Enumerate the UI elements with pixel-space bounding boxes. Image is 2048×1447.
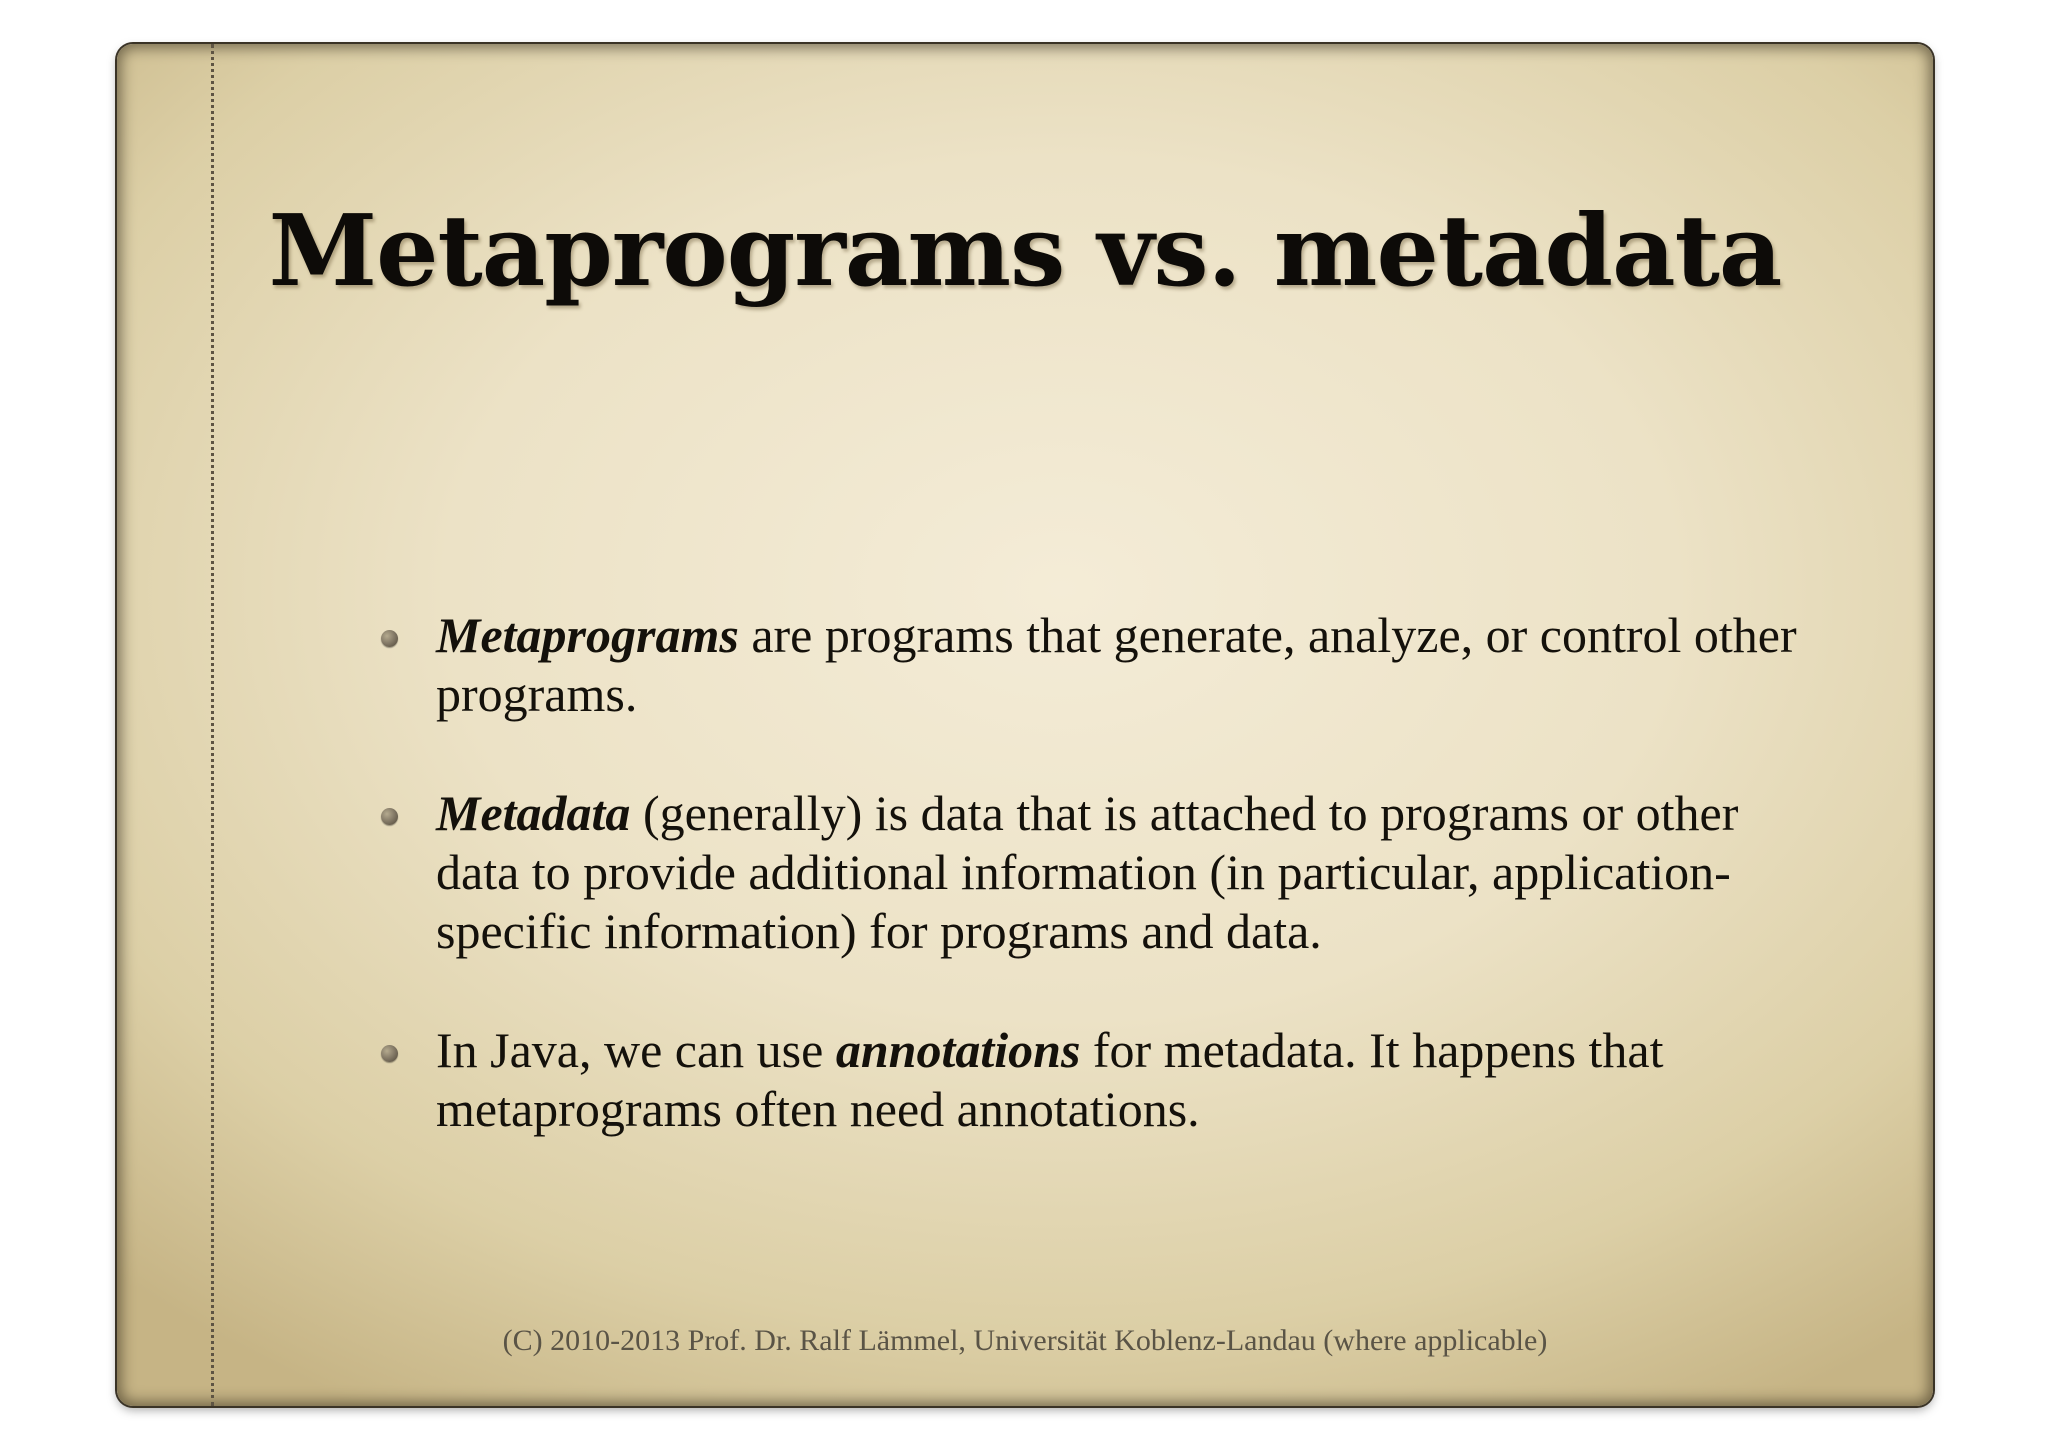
slide-footer: (C) 2010-2013 Prof. Dr. Ralf Lämmel, Universität Koblenz-Landau (where applicable) — [502, 1324, 1548, 1357]
bullet-item-metadata — [380, 784, 1820, 961]
slide — [117, 44, 1933, 1406]
bullet-text-post: for metadata. It happens that metaprograms often need annotations. — [436, 1022, 1664, 1137]
bullet-dot-icon — [381, 808, 398, 825]
bullet-emphasis: Metadata — [436, 785, 631, 841]
bullet-dot-icon — [381, 630, 398, 647]
bullet-item-annotations — [380, 1021, 1820, 1139]
bullet-text-pre: In Java, we can use — [436, 1022, 836, 1078]
bullet-text: are programs that generate, analyze, or control other programs. — [436, 607, 1797, 722]
bullet-text: (generally) is data that is attached to programs or other data to provide additional information (in particular, application-specific information) for programs and data. — [436, 785, 1739, 959]
slide-title: Metaprograms vs. metadata — [268, 194, 1782, 309]
bullet-list — [380, 606, 1820, 1199]
bullet-dot-icon — [381, 1045, 398, 1062]
bullet-emphasis: Metaprograms — [436, 607, 739, 663]
bullet-item-metaprograms — [380, 606, 1820, 724]
bullet-emphasis: annotations — [835, 1022, 1081, 1078]
